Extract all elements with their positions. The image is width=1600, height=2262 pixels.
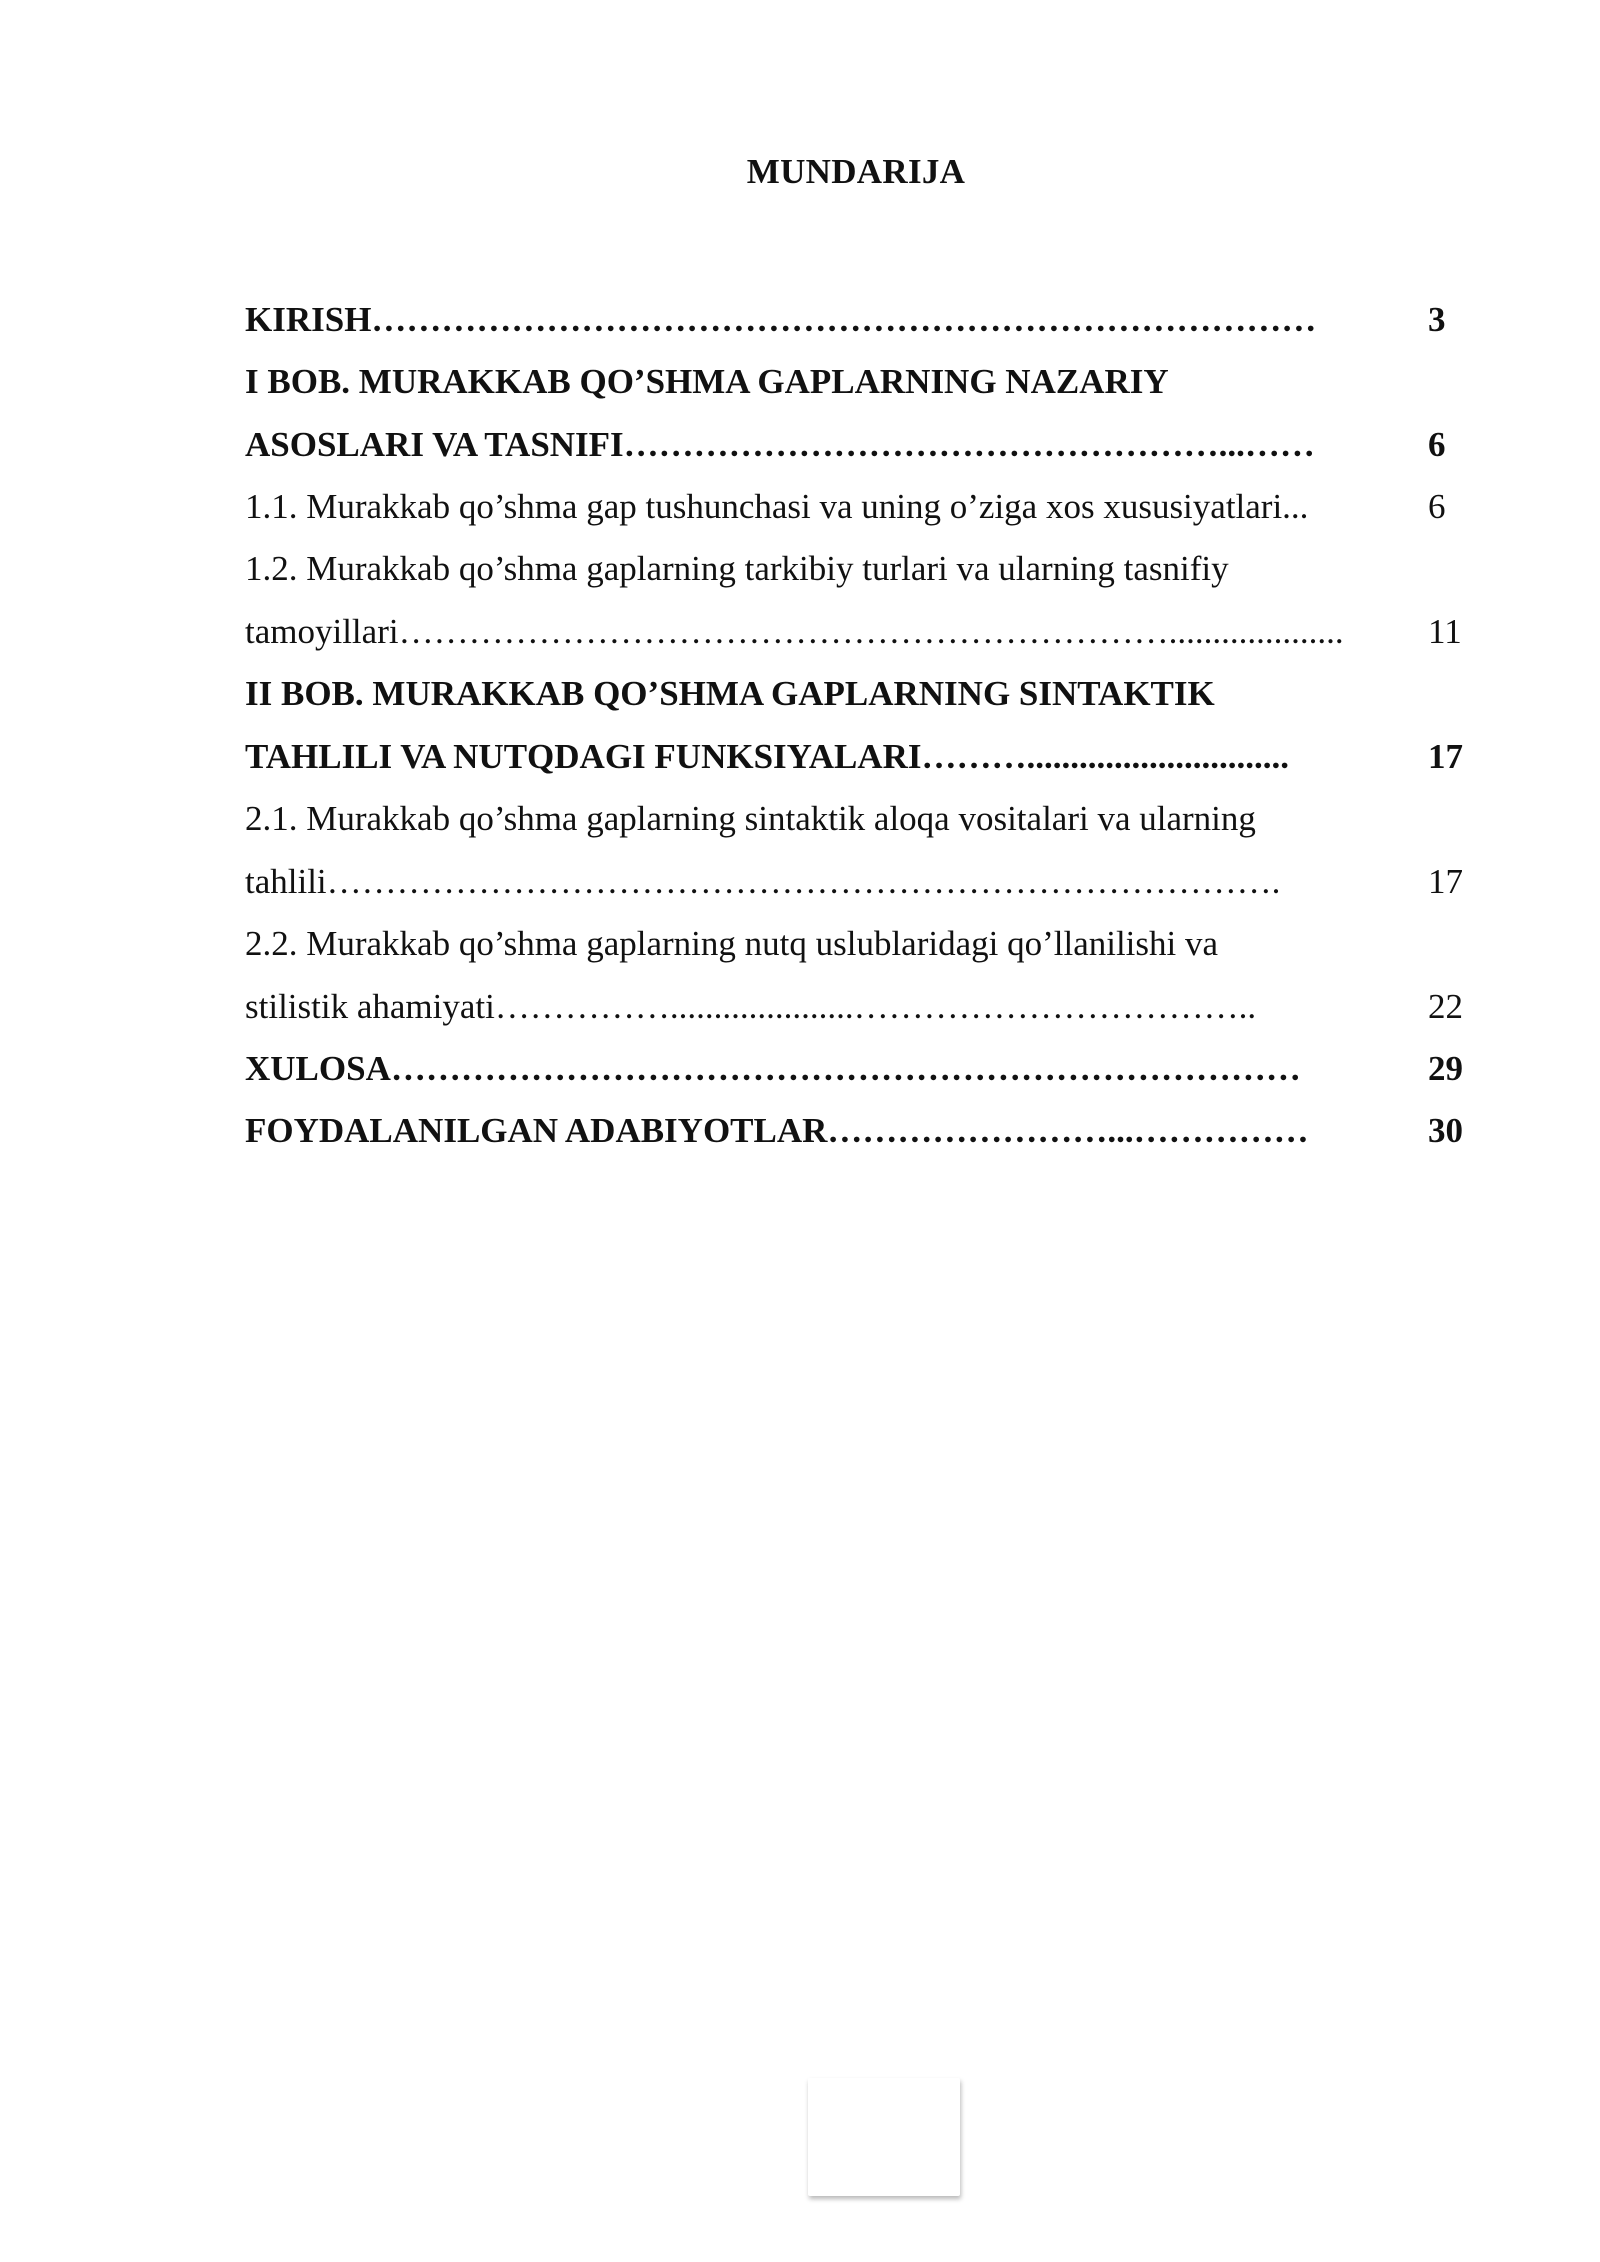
toc-page-xulosa: 29	[1428, 1049, 1463, 1088]
toc-page-section-1-2: 11	[1428, 612, 1462, 651]
toc-entry-section-1-2-line-1: 1.2. Murakkab qo’shma gaplarning tarkibiy turlari va ularning tasnifiy	[245, 549, 1229, 588]
toc-entry-chapter-2-line-1: II BOB. MURAKKAB QO’SHMA GAPLARNING SINTAKTIK	[245, 674, 1215, 713]
toc-entry-chapter-1-line-2: ASOSLARI VA TASNIFI……………………………………………...……	[245, 425, 1315, 464]
toc-page-references: 30	[1428, 1111, 1463, 1150]
toc-page-section-2-2: 22	[1428, 987, 1463, 1026]
toc-entry-section-1-1: 1.1. Murakkab qo’shma gap tushunchasi va uning o’ziga xos xususiyatlari...	[245, 487, 1309, 526]
toc-page-kirish: 3	[1428, 300, 1446, 339]
toc-entry-xulosa: XULOSA……………………………………………………………………	[245, 1049, 1301, 1088]
page-title: MUNDARIJA	[746, 152, 966, 191]
toc-entry-references: FOYDALANILGAN ADABIYOTLAR……………………...……………	[245, 1111, 1309, 1150]
toc-page-chapter-2: 17	[1428, 737, 1463, 776]
toc-page-chapter-1: 6	[1428, 425, 1446, 464]
toc-entry-section-1-2-line-2: tamoyillari…………………………………………………………....................	[245, 612, 1344, 651]
page-number-box	[808, 2078, 960, 2196]
toc-page-section-1-1: 6	[1428, 487, 1446, 526]
toc-entry-chapter-1-line-1: I BOB. MURAKKAB QO’SHMA GAPLARNING NAZARIY	[245, 362, 1169, 401]
toc-entry-section-2-1-line-1: 2.1. Murakkab qo’shma gaplarning sintaktik aloqa vositalari va ularning	[245, 799, 1256, 838]
toc-entry-chapter-2-line-2: TAHLILI VA NUTQDAGI FUNKSIYALARI………..............................	[245, 737, 1290, 776]
toc-entry-section-2-2-line-2: stilistik ahamiyati…………….....................……………………………..	[245, 987, 1257, 1026]
toc-entry-kirish: KIRISH………………………………………………………………………	[245, 300, 1317, 339]
toc-page-section-2-1: 17	[1428, 862, 1463, 901]
toc-entry-section-2-2-line-1: 2.2. Murakkab qo’shma gaplarning nutq uslublaridagi qo’llanilishi va	[245, 924, 1219, 963]
toc-entry-section-2-1-line-2: tahlili……………………………………………………………………….	[245, 862, 1281, 901]
